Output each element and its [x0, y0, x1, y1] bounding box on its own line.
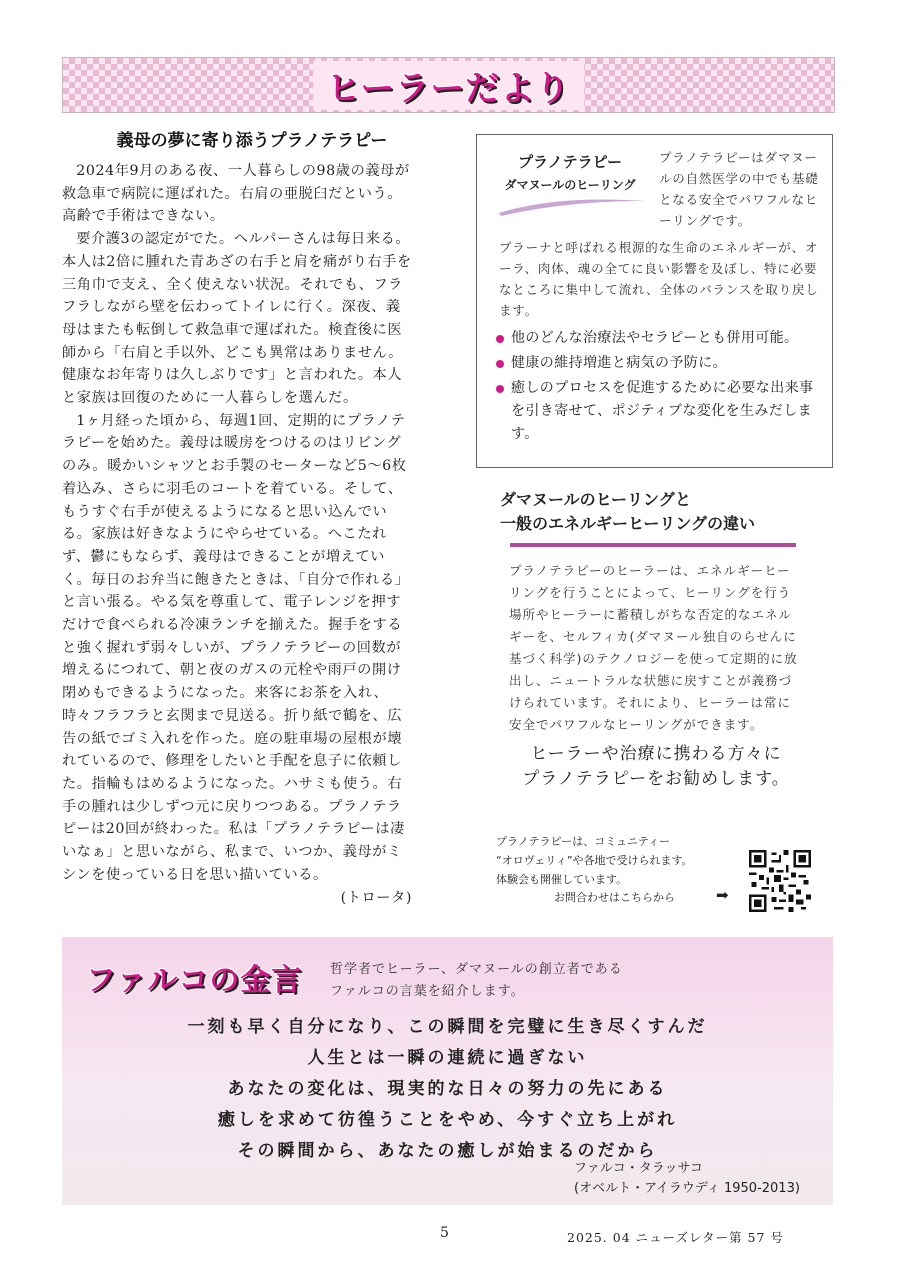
quote-line: 人生とは一瞬の連続に過ぎない: [307, 1048, 588, 1068]
contact-link[interactable]: お問合わせはこちらから: [554, 891, 675, 904]
info-block: [496, 832, 746, 889]
benefit-item: 癒しのプロセスを促進するために必要な出来事を引き寄せて、ポジティブな変化を生みだします。: [495, 377, 825, 446]
info-line: 体験会も開催しています。: [496, 873, 628, 886]
section-divider: [510, 543, 796, 547]
quote-line: 一刻も早く自分になり、この瞬間を完璧に生き尽くすんだ: [187, 1017, 708, 1037]
quote-line: あなたの変化は、現実的な日々の努力の先にある: [227, 1079, 668, 1099]
box-title: [495, 151, 645, 193]
qr-code[interactable]: [749, 850, 811, 912]
article-paragraph: 2024年9月のある夜、一人暮らしの98歳の義母が救急車で病院に運ばれた。右肩の亜脱臼だという。高齢で手術はできない。: [62, 163, 410, 225]
section-title-line: ダマヌールのヒーリングと: [500, 490, 692, 509]
article-paragraph: 1ヶ月経った頃から、毎週1回、定期的にプラノテラピーを始めた。義母は暖房をつけるのはリビングのみ。暖かいシャツとお手製のセーターなど5〜6枚着込み、さらに羽毛のコートを着ている。そして、もうすぐ右手が使えるようになると思い込んでいる。家族は好きなようにやらせている。へこたれず、鬱にもならず、義母はできることが増えていく。毎日のお弁当に飽きたときは、「自分で作れる」と言い張る。やる気を尊重して、電子レンジを押すだけで食べられる冷凍ランチを揃えた。握手をすると強く握れず弱々しいが、プラノテラピーの回数が増えるにつれて、朝と夜のガスの元栓や雨戸の開け閉めもできるようになった。来客にお茶を入れ、時々フラフラと玄関まで見送る。折り紙で鶴を、広告の紙でゴミ入れを作った。庭の駐車場の屋根が壊れているので、修理をしたいと手配を息子に依頼した。指輪もはめるようになった。ハサミも使う。右手の腫れは少しずつ元に戻りつつある。プラノテラピーは20回が終わった。私は「プラノテラピーは凄いなぁ」と思いながら、私まで、いつか、義母がミシンを使っている日を思い描いている。: [62, 412, 410, 883]
article-signature: (トロータ): [340, 889, 412, 906]
info-line: プラノテラピーは、コミュニティー: [496, 835, 671, 848]
author-name: ファルコ・タラッサコ: [574, 1161, 703, 1176]
article-paragraph: 要介護3の認定がでた。ヘルパーさんは毎日来る。本人は2倍に腫れた青あざの右手と肩を痛がり右手を三角巾で支え、全く使えない状況。それでも、フラフラしながら壁を伝わってトイレに行く。深夜、義母はまたも転倒して救急車で運ばれた。検査後に医師から「右肩と手以外、どこも異常はありません。健康なお年寄りは久しぶりです」と言われた。本人と家族は回復のために一人暮らしを選んだ。: [62, 231, 412, 407]
swoosh-decoration: [497, 195, 647, 217]
arrow-right-icon: ➡: [716, 886, 729, 904]
quote-intro-line: ファルコの言葉を紹介します。: [330, 984, 525, 999]
article-body: [62, 160, 412, 909]
quote-intro-line: 哲学者でヒーラー、ダマヌールの創立者である: [330, 962, 623, 977]
recommendation-line: プラノテラピーをお勧めします。: [522, 769, 790, 789]
recommendation: [486, 742, 826, 792]
box-title-sub: ダマヌールのヒーリング: [504, 178, 636, 192]
quote-title: ファルコの金言: [86, 963, 303, 998]
quote-text: [62, 1012, 833, 1167]
benefit-list: [495, 327, 825, 448]
quote-line: 癒しを求めて彷徨うことをやめ、今すぐ立ち上がれ: [217, 1110, 678, 1130]
section-title: [500, 488, 755, 536]
section-body: プラノテラピーのヒーラーは、エネルギーヒーリングを行うことによって、ヒーリングを行う場所やヒーラーに蓄積しがちな否定的なエネルギーを、セルフィカ(ダマヌール独自のらせんに基づく科学)のテクノロジーを使って定期的に放出し、ニュートラルな状態に戻すことが義務づけられています。それにより、ヒーラーは常に安全でパワフルなヒーリングができます。: [509, 563, 798, 732]
benefit-item: 他のどんな治療法やセラピーとも併用可能。: [495, 327, 825, 350]
box-intro: プラノテラピーはダマヌールの自然医学の中でも基礎となる安全でパワフルなヒーリングです。: [659, 150, 819, 228]
section-title-line: 一般のエネルギーヒーリングの違い: [500, 514, 756, 533]
box-title-main: プラノテラピー: [518, 153, 622, 171]
recommendation-line: ヒーラーや治療に携わる方々に: [530, 744, 782, 764]
info-line: “オロヴェリィ”や各地で受けられます。: [496, 854, 693, 867]
benefit-item: 健康の維持増進と病気の予防に。: [495, 352, 825, 375]
newsletter-title: ヒーラーだより: [313, 61, 585, 110]
quote-panel: [62, 937, 833, 1205]
article-title: 義母の夢に寄り添うプラノテラピー: [116, 131, 388, 151]
quote-intro: [330, 959, 623, 1003]
page-number: 5: [440, 1225, 449, 1241]
issue-label: 2025. 04 ニューズレター第 57 号: [567, 1230, 784, 1245]
author-detail: (オベルト・アイラウディ 1950-2013): [574, 1181, 800, 1196]
pranotherapy-box: [476, 134, 833, 468]
header-banner: [62, 57, 835, 113]
quote-line: その瞬間から、あなたの癒しが始まるのだから: [237, 1141, 658, 1161]
quote-author: [574, 1159, 800, 1199]
box-paragraph: プラーナと呼ばれる根源的な生命のエネルギーが、オーラ、肉体、魂の全てに良い影響を及ぼし、特に必要なところに集中して流れ、全体のバランスを取り戻します。: [499, 240, 819, 318]
